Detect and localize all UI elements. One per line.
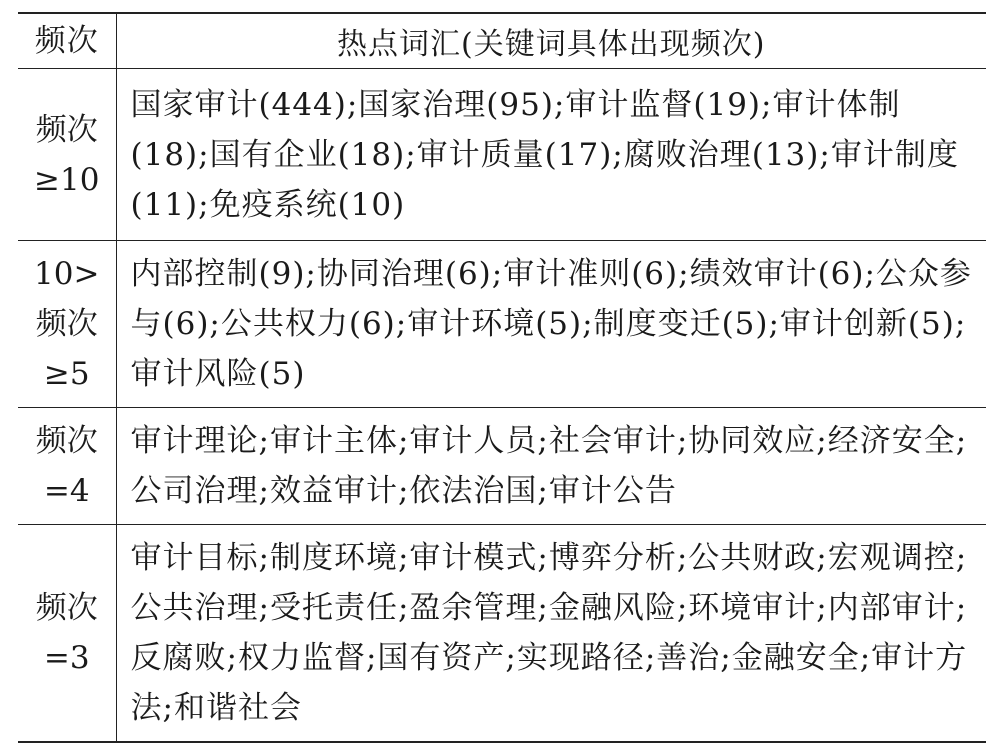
frequency-range: =3: [43, 640, 90, 676]
table-row: [18, 408, 986, 525]
table-row: [18, 525, 986, 743]
hot-words-cell: 审计理论;审计主体;审计人员;社会审计;协同效应;经济安全;公司治理;效益审计;依法治国;审计公告: [130, 423, 968, 509]
hot-words-cell: 审计目标;制度环境;审计模式;博弈分析;公共财政;宏观调控;公共治理;受托责任;盈余管理;金融风险;环境审计;内部审计;反腐败;权力监督;国有资产;实现路径;善治;金融安全;审计方法;和谐社会: [130, 540, 968, 726]
frequency-lower-bound: ≥5: [43, 356, 90, 392]
hot-words-cell: 国家审计(444);国家治理(95);审计监督(19);审计体制(18);国有企业(18);审计质量(17);腐败治理(13);审计制度(11);免疫系统(10): [130, 86, 959, 223]
frequency-cell: [18, 408, 116, 525]
frequency-upper-bound: 10>: [34, 256, 100, 292]
frequency-label: 频次: [35, 590, 98, 626]
frequency-cell: [18, 241, 116, 408]
table-body: [18, 69, 986, 743]
frequency-cell: [18, 525, 116, 743]
header-hot-words: 热点词汇(关键词具体出现频次): [337, 27, 766, 62]
frequency-range: =4: [43, 473, 90, 509]
frequency-label: 频次: [35, 306, 98, 342]
frequency-label: 频次: [35, 423, 98, 459]
frequency-range: ≥10: [34, 161, 100, 198]
hot-words-table: [18, 12, 986, 743]
frequency-cell: [18, 69, 116, 241]
header-frequency: 频次: [18, 13, 116, 69]
hot-words-cell: 内部控制(9);协同治理(6);审计准则(6);绩效审计(6);公众参与(6);公共权力(6);审计环境(5);制度变迁(5);审计创新(5);审计风险(5): [130, 256, 972, 392]
table-row: [18, 241, 986, 408]
header-row: [18, 13, 986, 69]
table-row: [18, 69, 986, 241]
frequency-label: 频次: [35, 111, 98, 148]
table-header: [18, 13, 986, 69]
